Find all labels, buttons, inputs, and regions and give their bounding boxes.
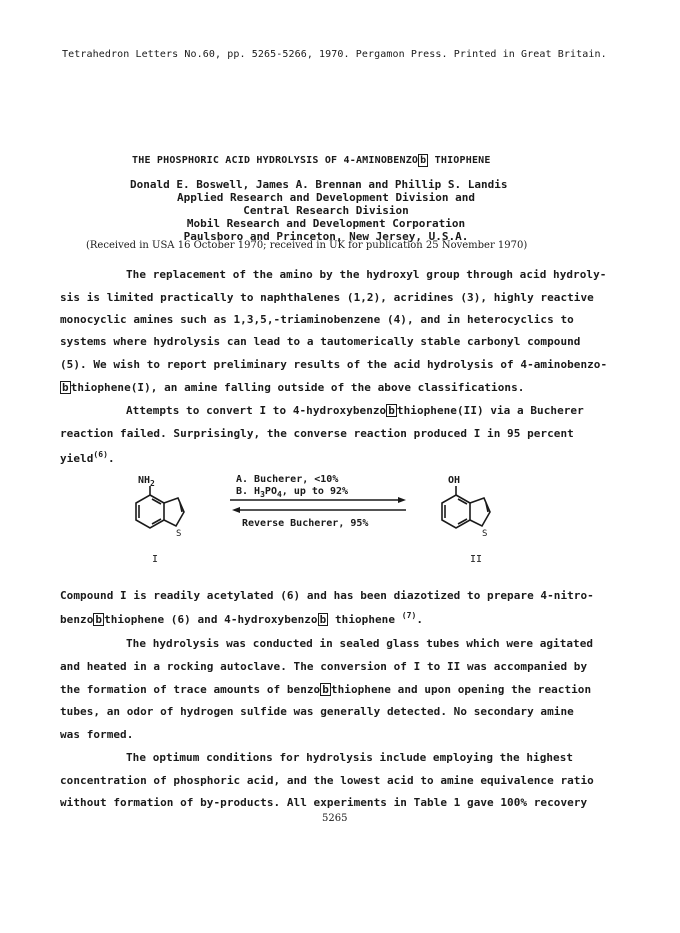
p2-ref: (6) (93, 450, 108, 459)
compound-ii-label: II (470, 554, 483, 565)
p3-text-b: thiophene (6) and 4-hydroxybenzo (104, 613, 318, 626)
p3-line-1: Compound I is readily acetylated (6) and has been diazotized to prepare 4-nitro- (60, 589, 594, 602)
p5-line-1: The optimum conditions for hydrolysis include employing the highest (126, 751, 574, 764)
p2-text-b: thiophene(II) via a Bucherer (396, 404, 584, 417)
reverse-condition: Reverse Bucherer, 95% (242, 518, 369, 529)
p4-line-4: tubes, an odor of hydrogen sulfide was generally detected. No secondary amine (60, 705, 574, 718)
compound-i-nh2: $NH_2$ (138, 475, 155, 488)
compound-i-sulfur: S (176, 529, 182, 539)
condition-b: B. $H_3PO_4$, up to 92% (236, 486, 349, 499)
p4-line-2: and heated in a rocking autoclave. The conversion of I to II was accompanied by (60, 660, 588, 673)
reverse-arrow (232, 507, 406, 513)
p1-line-2: sis is limited practically to naphthalenes (1,2), acridines (3), highly reactive (60, 291, 594, 304)
p3-bracket-2: b (319, 613, 327, 626)
p1-line-6 (60, 381, 524, 394)
condition-a: A. Bucherer, <10% (236, 474, 339, 485)
p1-bracket: b (62, 381, 69, 394)
journal-header: Tetrahedron Letters No.60, pp. 5265-5266, 1970. Pergamon Press. Printed in Great Britain. (62, 49, 607, 60)
authors: Donald E. Boswell, James A. Brennan and Phillip S. Landis (130, 178, 508, 191)
p4-text-a: the formation of trace amounts of benzo (60, 683, 321, 696)
p5-line-2: concentration of phosphoric acid, and the lowest acid to amine equivalence ratio (60, 774, 594, 787)
p1-line-5: (5). We wish to report preliminary results of the acid hydrolysis of 4-aminobenzo- (60, 358, 608, 371)
page-number: 5265 (322, 813, 348, 824)
p2-yield: yield (60, 452, 94, 465)
p3-line-2 (60, 611, 423, 626)
p2-line-2: reaction failed. Surprisingly, the converse reaction produced I in 95 percent (60, 427, 574, 440)
title-prefix: THE PHOSPHORIC ACID HYDROLYSIS OF 4-AMINOBENZO (132, 155, 419, 166)
p1-line-6-text: thiophene(I), an amine falling outside of the above classifications. (70, 381, 525, 394)
p3-text-a: benzo (60, 613, 94, 626)
p3-ref: (7) (401, 611, 417, 620)
paper-title (132, 154, 491, 167)
affiliation-line-4: Paulsboro and Princeton, New Jersey, U.S.A. (183, 230, 469, 243)
compound-ii-structure (442, 486, 490, 528)
p4-bracket: b (322, 683, 329, 696)
p5-line-3: without formation of by-products. All experiments in Table 1 gave 100% recovery (60, 796, 588, 809)
p2-line-3 (60, 450, 115, 465)
received-dates: (Received in USA 16 October 1970; received in UK for publication 25 November 1970) (86, 240, 528, 251)
p2-period: . (107, 452, 115, 465)
affiliation-line-2: Central Research Division (243, 204, 409, 217)
title-bracket: b (420, 155, 427, 166)
p1-line-3: monocyclic amines such as 1,3,5,-triaminobenzene (4), and in heterocyclics to (60, 313, 574, 326)
p2-line-1 (126, 404, 584, 417)
p4-line-5: was formed. (60, 728, 134, 741)
compound-ii-oh: OH (448, 475, 461, 486)
p4-text-b: thiophene and upon opening the reaction (330, 683, 592, 696)
p4-line-1: The hydrolysis was conducted in sealed glass tubes which were agitated (126, 637, 594, 650)
p3-period: . (416, 613, 424, 626)
p2-bracket: b (388, 404, 395, 417)
affiliation (150, 191, 502, 243)
compound-ii-sulfur: S (482, 529, 488, 539)
p4-line-3 (60, 683, 591, 696)
affiliation-line-3: Mobil Research and Development Corporation (186, 217, 466, 230)
p1-line-4: systems where hydrolysis can lead to a tautomerically stable carbonyl compound (60, 335, 581, 348)
p3-text-c: thiophene (334, 613, 396, 626)
reaction-scheme (100, 470, 560, 580)
compound-i-label: I (152, 554, 159, 565)
title-suffix: THIOPHENE (434, 155, 491, 166)
forward-arrow (230, 497, 406, 503)
p1-line-1: The replacement of the amino by the hydroxyl group through acid hydroly- (126, 268, 607, 281)
p3-bracket-1: b (95, 613, 103, 626)
affiliation-line-1: Applied Research and Development Division and (176, 191, 475, 204)
p2-text-a: Attempts to convert I to 4-hydroxybenzo (126, 404, 387, 417)
compound-i-structure (136, 486, 184, 528)
